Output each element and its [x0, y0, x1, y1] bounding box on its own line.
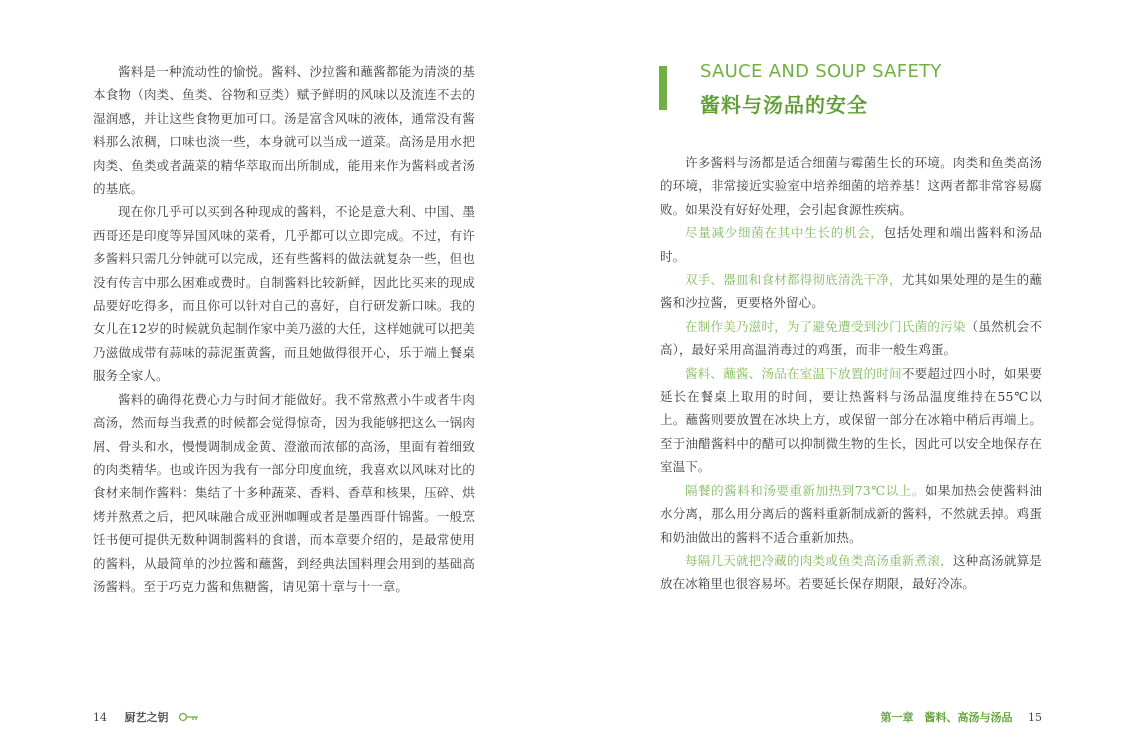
safety-tip: [660, 315, 1042, 362]
page-number: 15: [1028, 711, 1042, 724]
safety-tip: [660, 479, 1042, 549]
tip-text: 不要超过四小时，如果要延长在餐桌上取用的时间，要让热酱料与汤品温度维持在55℃以上。蘸酱则要放置在冰块上方，或保留一部分在冰箱中稍后再端上。至于油醋酱料中的醋可以抑制微生物的生长，因此可以安全地保存在室温下。: [660, 365, 1042, 475]
tip-highlight: 在制作美乃滋时，为了避免遭受到沙门氏菌的污染: [685, 318, 966, 334]
key-icon: [178, 712, 200, 725]
section-accent-bar: [659, 66, 667, 110]
left-page: [0, 0, 566, 750]
safety-tip: [660, 362, 1042, 479]
tip-highlight: 隔餐的酱料和汤要重新加热到73℃以上。: [685, 482, 925, 498]
book-title: 厨艺之钥: [124, 711, 169, 724]
tip-text: 这种高汤就算是放在冰箱里也很容易坏。若要延长保存期限，最好冷冻。: [660, 552, 1042, 592]
safety-tip: [660, 549, 1042, 596]
right-body-text: [660, 151, 1042, 596]
tip-highlight: 每隔几天就把冷藏的肉类或鱼类高汤重新煮滚，: [685, 552, 953, 568]
section-title-en: SAUCE AND SOUP SAFETY: [700, 61, 942, 82]
right-page: [566, 0, 1133, 750]
safety-tip: [660, 221, 1042, 268]
intro-paragraph: 许多酱料与汤都是适合细菌与霉菌生长的环境。肉类和鱼类高汤的环境，非常接近实验室中培养细菌的培养基！这两者都非常容易腐败。如果没有好好处理，会引起食源性疾病。: [660, 155, 1042, 217]
page-number: 14: [93, 711, 107, 724]
paragraph: 酱料的确得花费心力与时间才能做好。我不常熬煮小牛或者牛肉高汤，然而每当我煮的时候都会觉得惊奇，因为我能够把这么一锅肉屑、骨头和水，慢慢调制成金黄、澄澈而浓郁的高汤，里面有着细致的肉类精华。也或许因为我有一部分印度血统，我喜欢以风味对比的食材来制作酱料：集结了十多种蔬菜、香料、香草和核果，压碎、烘烤并熬煮之后，把风味融合成亚洲咖喱或者是墨西哥什锦酱。一般烹饪书便可提供无数种调制酱料的食谱，而本章要介绍的，是最常使用的酱料，从最简单的沙拉酱和蘸酱，到经典法国料理会用到的基础高汤酱料。至于巧克力酱和焦糖酱，请见第十章与十一章。: [93, 391, 475, 594]
tip-text: 包括处理和端出酱料和汤品时。: [660, 225, 1042, 264]
paragraph: 现在你几乎可以买到各种现成的酱料，不论是意大利、中国、墨西哥还是印度等异国风味的菜肴，几乎都可以立即完成。不过，有许多酱料只需几分钟就可以完成，还有些酱料的做法就复杂一些，但也没有传言中那么困难或费时。自制酱料比较新鲜，因此比买来的现成品要好吃得多，而且你可以针对自己的喜好，自行研发新口味。我的女儿在12岁的时候就负起制作家中美乃滋的大任，这样她就可以把美乃滋做成带有蒜味的蒜泥蛋黄酱，而且她做得很开心，乐于端上餐桌服务全家人。: [93, 204, 475, 384]
tip-highlight: 双手、器皿和食材都得彻底清洗干净，: [685, 272, 902, 288]
section-title-zh: 酱料与汤品的安全: [700, 93, 868, 117]
tip-highlight: 尽量减少细菌在其中生长的机会，: [685, 225, 884, 241]
tip-highlight: 酱料、蘸酱、汤品在室温下放置的时间: [685, 365, 902, 381]
left-footer: [93, 709, 200, 725]
tip-text: 尤其如果处理的是生的蘸酱和沙拉酱，更要格外留心。: [660, 272, 1042, 311]
left-body-text: [93, 60, 475, 598]
paragraph: 酱料是一种流动性的愉悦。酱料、沙拉酱和蘸酱都能为清淡的基本食物（肉类、鱼类、谷物和豆类）赋予鲜明的风味以及流连不去的湿润感，并让这些食物更加可口。汤是富含风味的液体，通常没有酱料那么浓稠，口味也淡一些，本身就可以当成一道菜。高汤是用水把肉类、鱼类或者蔬菜的精华萃取而出所制成，能用来作为酱料或者汤的基底。: [93, 64, 475, 197]
safety-tip: [660, 268, 1042, 315]
right-footer: [881, 709, 1043, 725]
chapter-title: 第一章 酱料、高汤与汤品: [880, 711, 1013, 724]
tip-text: 如果加热会使酱料油水分离，那么用分离后的酱料重新制成新的酱料，不然就丢掉。鸡蛋和奶油做出的酱料不适合重新加热。: [660, 482, 1042, 545]
tip-text: （虽然机会不高），最好采用高温消毒过的鸡蛋，而非一般生鸡蛋。: [660, 318, 1043, 358]
